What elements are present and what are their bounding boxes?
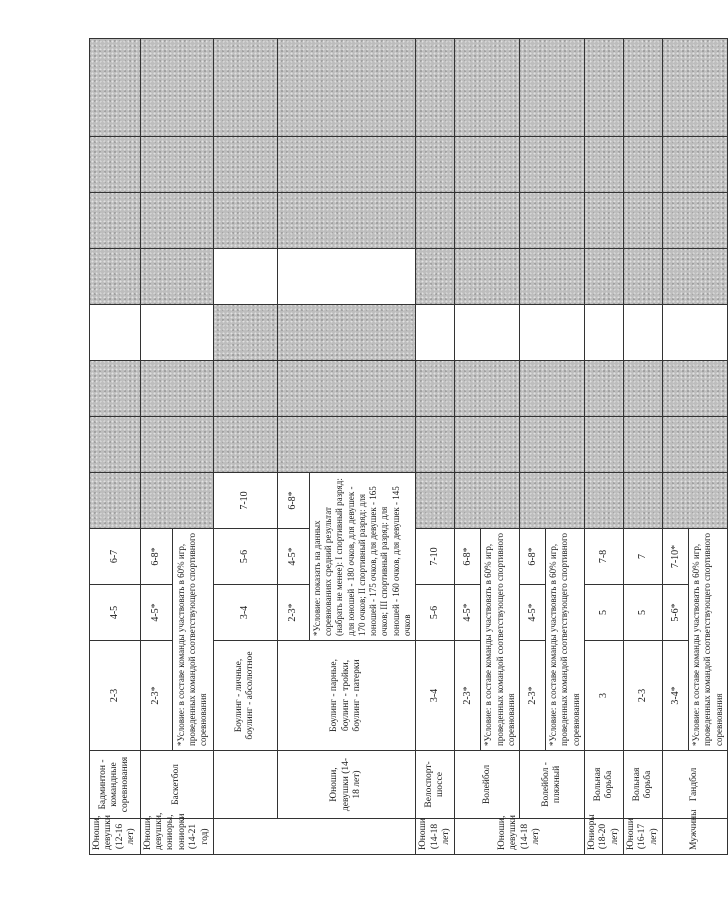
shaded-cell xyxy=(90,361,141,417)
shaded-cell xyxy=(455,193,520,249)
shaded-cell xyxy=(90,39,141,137)
shaded-cell xyxy=(624,361,663,417)
shaded-cell xyxy=(624,39,663,137)
discipline-cell: Волейбол - пляжный xyxy=(520,751,585,819)
discipline-cell: Боулинг - личные, боулинг - абсолютное xyxy=(213,641,277,751)
value-cell: 2-3* xyxy=(140,641,172,751)
empty-cell xyxy=(416,305,455,361)
shaded-cell xyxy=(584,417,623,473)
row-b7 xyxy=(520,39,546,855)
shaded-cell xyxy=(416,417,455,473)
age-cell: Юноши, девушки (12-16 лет) xyxy=(90,819,141,855)
shaded-cell xyxy=(277,39,415,137)
age-cell: Юноши (14-18 лет) xyxy=(416,819,455,855)
value-cell: 5-6* xyxy=(663,585,689,641)
shaded-cell xyxy=(416,249,455,305)
shaded-cell xyxy=(520,361,585,417)
row-b9 xyxy=(624,39,663,855)
shaded-cell xyxy=(520,193,585,249)
shaded-cell xyxy=(140,137,213,193)
value-cell: 4-5* xyxy=(520,585,546,641)
shaded-cell xyxy=(416,473,455,529)
value-cell: 5 xyxy=(624,585,663,641)
shaded-cell xyxy=(416,39,455,137)
shaded-cell xyxy=(277,137,415,193)
discipline-cell: Баскетбол xyxy=(140,751,213,819)
shaded-cell xyxy=(213,305,277,361)
value-cell: 4-5* xyxy=(277,529,309,585)
shaded-cell xyxy=(140,473,213,529)
shaded-cell xyxy=(584,137,623,193)
row-b4 xyxy=(277,39,309,855)
shaded-cell xyxy=(584,193,623,249)
shaded-cell xyxy=(663,39,728,137)
value-cell: 3-4* xyxy=(663,641,689,751)
sports-rank-table xyxy=(89,38,728,855)
shaded-cell xyxy=(140,193,213,249)
condition-cell: *Условие: в составе команды участвовать в 60% игр, проведенных командой соответствующего спортивного соревнования xyxy=(546,529,585,751)
shaded-cell xyxy=(663,193,728,249)
shaded-cell xyxy=(277,193,415,249)
discipline-cell: Вольная борьба xyxy=(624,751,663,819)
value-cell: 4-5* xyxy=(140,585,172,641)
shaded-cell xyxy=(520,249,585,305)
shaded-cell xyxy=(455,361,520,417)
rotated-table-container xyxy=(89,39,724,855)
empty-cell xyxy=(584,305,623,361)
value-cell: 6-8* xyxy=(277,473,309,529)
empty-cell xyxy=(520,305,585,361)
age-cell: Юноши, девушки (14-18 лет) xyxy=(277,751,415,819)
empty-cell xyxy=(624,305,663,361)
shaded-cell xyxy=(455,473,520,529)
shaded-cell xyxy=(213,137,277,193)
discipline-cell: Бадминтон - командные соревнования xyxy=(90,751,141,819)
value-cell: 2-3 xyxy=(90,641,141,751)
shaded-cell xyxy=(90,249,141,305)
age-cell-empty xyxy=(213,819,415,855)
value-cell: 5-6 xyxy=(213,529,277,585)
empty-cell xyxy=(140,305,213,361)
shaded-cell xyxy=(213,417,277,473)
shaded-cell xyxy=(663,137,728,193)
empty-cell xyxy=(213,249,277,305)
shaded-cell xyxy=(584,361,623,417)
discipline-cell: Боулинг - парные, боулинг - тройки, боулинг - патерки xyxy=(277,641,415,751)
shaded-cell xyxy=(663,473,728,529)
shaded-cell xyxy=(213,39,277,137)
value-cell: 6-7 xyxy=(90,529,141,585)
shaded-cell xyxy=(277,305,415,361)
shaded-cell xyxy=(624,193,663,249)
value-cell: 7-10* xyxy=(663,529,689,585)
shaded-cell xyxy=(455,39,520,137)
value-cell: 2-3* xyxy=(277,585,309,641)
value-cell: 5-6 xyxy=(416,585,455,641)
shaded-cell xyxy=(663,249,728,305)
row-b6 xyxy=(455,39,481,855)
row-b2 xyxy=(140,39,172,855)
shaded-cell xyxy=(584,39,623,137)
value-cell: 6-8* xyxy=(140,529,172,585)
shaded-cell xyxy=(624,473,663,529)
value-cell: 2-3* xyxy=(520,641,546,751)
row-b10 xyxy=(663,39,689,855)
shaded-cell xyxy=(584,473,623,529)
value-cell: 4-5 xyxy=(90,585,141,641)
shaded-cell xyxy=(416,137,455,193)
value-cell: 7-8 xyxy=(584,529,623,585)
value-cell: 7-10 xyxy=(213,473,277,529)
shaded-cell xyxy=(213,193,277,249)
value-cell: 4-5* xyxy=(455,585,481,641)
value-cell: 5 xyxy=(584,585,623,641)
age-cell xyxy=(213,751,277,819)
shaded-cell xyxy=(624,249,663,305)
shaded-cell xyxy=(584,249,623,305)
shaded-cell xyxy=(455,417,520,473)
shaded-cell xyxy=(90,193,141,249)
condition-cell: *Условие: в составе команды участвовать в 60% игр, проведенных командой соответствующего спортивного соревнования xyxy=(481,529,520,751)
empty-cell xyxy=(455,305,520,361)
shaded-cell xyxy=(277,417,415,473)
value-cell: 7 xyxy=(624,529,663,585)
shaded-cell xyxy=(213,361,277,417)
shaded-cell xyxy=(277,361,415,417)
shaded-cell xyxy=(624,137,663,193)
condition-cell: *Условие: показать на данных соревнованиях средний результат (набрать не менее): I спортивный разряд: для юношей - 180 очков, для девушек - 170 очков; II спортивный разряд: для юношей - 175 очков, для девушек - 165 очков; III спортивный разряд: для юношей - 160 очков, для девушек - 145 очков xyxy=(309,473,415,641)
shaded-cell xyxy=(140,39,213,137)
age-cell: Юноши, девушки (14-18 лет) xyxy=(455,819,585,855)
shaded-cell xyxy=(455,137,520,193)
shaded-cell xyxy=(663,361,728,417)
row-b3 xyxy=(213,39,277,855)
age-cell: Юноши (16-17 лет) xyxy=(624,819,663,855)
discipline-cell: Велоспорт-шоссе xyxy=(416,751,455,819)
shaded-cell xyxy=(416,361,455,417)
shaded-cell xyxy=(140,417,213,473)
row-b1 xyxy=(90,39,141,855)
value-cell: 2-3 xyxy=(624,641,663,751)
discipline-cell: Гандбол xyxy=(663,751,728,819)
shaded-cell xyxy=(90,473,141,529)
row-b5 xyxy=(416,39,455,855)
shaded-cell xyxy=(520,417,585,473)
shaded-cell xyxy=(90,137,141,193)
value-cell: 2-3* xyxy=(455,641,481,751)
shaded-cell xyxy=(520,137,585,193)
age-cell: Юноши, девушки, юниоры, юниорки (14-21 год) xyxy=(140,819,213,855)
discipline-cell: Вольная борьба xyxy=(584,751,623,819)
shaded-cell xyxy=(663,417,728,473)
value-cell: 6-8* xyxy=(520,529,546,585)
empty-cell xyxy=(277,249,415,305)
empty-cell xyxy=(90,305,141,361)
condition-cell: *Условие: в составе команды участвовать в 60% игр, проведенных командой соответствующего спортивного соревнования xyxy=(172,529,213,751)
row-b8 xyxy=(584,39,623,855)
value-cell: 7-10 xyxy=(416,529,455,585)
shaded-cell xyxy=(520,473,585,529)
value-cell: 3-4 xyxy=(213,585,277,641)
shaded-cell xyxy=(520,39,585,137)
shaded-cell xyxy=(140,361,213,417)
shaded-cell xyxy=(140,249,213,305)
value-cell: 6-8* xyxy=(455,529,481,585)
shaded-cell xyxy=(624,417,663,473)
shaded-cell xyxy=(416,193,455,249)
value-cell: 3 xyxy=(584,641,623,751)
shaded-cell xyxy=(90,417,141,473)
condition-cell: *Условие: в составе команды участвовать в 60% игр, проведенных командой соответствующего спортивного соревнования xyxy=(689,529,728,751)
discipline-cell: Волейбол xyxy=(455,751,520,819)
value-cell: 3-4 xyxy=(416,641,455,751)
shaded-cell xyxy=(455,249,520,305)
age-cell: Юниоры (18-20 лет) xyxy=(584,819,623,855)
empty-cell xyxy=(663,305,728,361)
age-cell: Мужчины xyxy=(663,819,728,855)
